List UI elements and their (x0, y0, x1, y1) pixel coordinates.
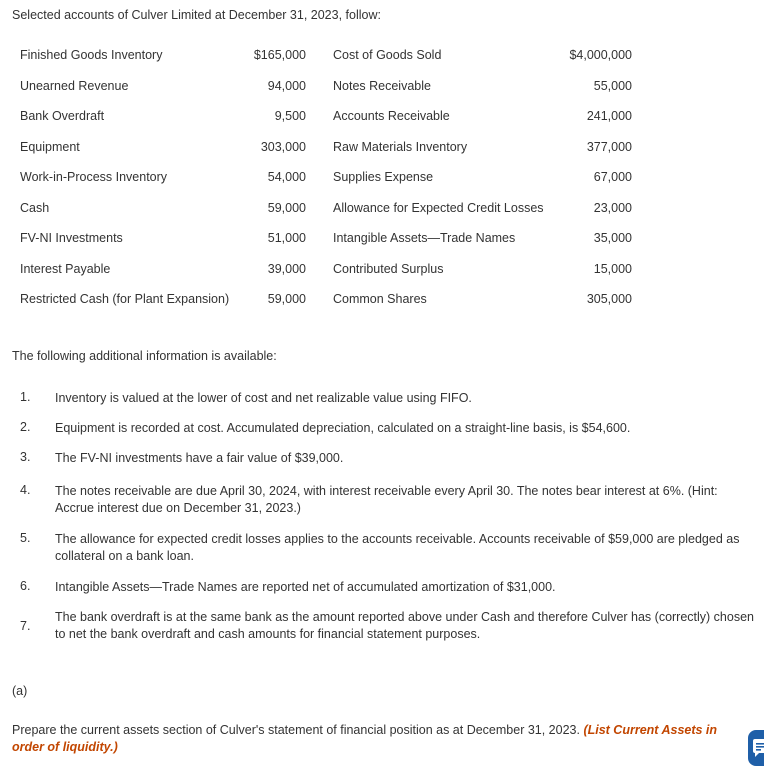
account-name: Cost of Goods Sold (333, 48, 442, 62)
account-value: 59,000 (267, 292, 306, 306)
list-number: 6. (20, 579, 31, 593)
account-value: 67,000 (593, 170, 632, 184)
message-icon (753, 739, 764, 757)
account-name: Contributed Surplus (333, 261, 444, 276)
account-name: Raw Materials Inventory (333, 139, 468, 154)
account-value: 241,000 (586, 109, 632, 123)
account-name: Work-in-Process Inventory (20, 170, 168, 184)
account-value: 39,000 (267, 261, 306, 276)
account-value: 54,000 (267, 170, 306, 184)
account-row (12, 260, 642, 291)
list-number: 1. (20, 390, 31, 404)
account-value: 55,000 (593, 78, 632, 93)
prompt-hint: (List Current Assets in order of liquidity.) (12, 723, 718, 754)
prompt-text: Prepare the current assets section of Culver's statement of financial position as at December 31, 2023. (12, 723, 580, 737)
account-value: 35,000 (593, 231, 632, 245)
account-row (12, 229, 642, 260)
account-row (12, 168, 642, 199)
account-value: 303,000 (260, 139, 306, 154)
account-row (12, 46, 642, 77)
list-text: The notes receivable are due April 30, 2024, with interest receivable every April 30. The notes bear interest at 6%. (Hint: Accrue interest due on December 31, 2023.) (55, 484, 718, 515)
question-prompt (12, 722, 747, 756)
additional-info-heading: The following additional information is available: (12, 349, 277, 363)
account-row (12, 107, 642, 138)
help-chat-button[interactable] (748, 730, 764, 766)
account-name: Cash (20, 200, 50, 215)
account-name: Equipment (20, 139, 80, 154)
list-text: Inventory is valued at the lower of cost and net realizable value using FIFO. (55, 391, 472, 405)
account-value: 59,000 (267, 200, 306, 215)
list-text: Intangible Assets—Trade Names are reported net of accumulated amortization of $31,000. (55, 580, 556, 594)
account-row (12, 199, 642, 230)
account-name: Notes Receivable (333, 78, 431, 93)
list-text: The bank overdraft is at the same bank as the amount reported above under Cash and therefore Culver has (correctly) chosen to net the bank overdraft and cash amounts for financial statement purposes. (55, 610, 754, 641)
account-name: Interest Payable (20, 261, 111, 276)
account-row (12, 290, 642, 321)
account-value: 9,500 (274, 109, 306, 123)
accounts-table (12, 46, 642, 321)
account-name: Finished Goods Inventory (20, 48, 163, 62)
intro-text: Selected accounts of Culver Limited at December 31, 2023, follow: (12, 8, 381, 22)
account-name: Allowance for Expected Credit Losses (333, 200, 544, 215)
account-name: Unearned Revenue (20, 78, 129, 93)
list-text: Equipment is recorded at cost. Accumulated depreciation, calculated on a straight-line basis, is $54,600. (55, 421, 631, 435)
list-text: The FV-NI investments have a fair value of $39,000. (55, 451, 344, 465)
list-number: 7. (20, 619, 31, 633)
account-name: Accounts Receivable (333, 109, 450, 123)
account-value: 23,000 (593, 200, 632, 215)
account-row (12, 138, 642, 169)
list-number: 2. (20, 420, 31, 434)
account-row (12, 77, 642, 108)
list-number: 4. (20, 483, 31, 497)
account-value: 51,000 (267, 231, 306, 245)
list-number: 3. (20, 450, 31, 464)
account-name: Bank Overdraft (20, 109, 105, 123)
account-name: Supplies Expense (333, 170, 434, 184)
account-name: Common Shares (333, 292, 427, 306)
account-value: 15,000 (593, 261, 632, 276)
account-value: 377,000 (586, 139, 632, 154)
part-label: (a) (12, 684, 28, 698)
account-value: $4,000,000 (569, 48, 632, 62)
account-value: 94,000 (267, 78, 306, 93)
account-name: Restricted Cash (for Plant Expansion) (20, 292, 230, 306)
account-name: FV-NI Investments (20, 231, 123, 245)
list-number: 5. (20, 531, 31, 545)
account-value: 305,000 (586, 292, 632, 306)
account-value: $165,000 (253, 48, 306, 62)
list-text: The allowance for expected credit losses applies to the accounts receivable. Accounts receivable of $59,000 are pledged as collateral on a bank loan. (55, 532, 740, 563)
account-name: Intangible Assets—Trade Names (333, 231, 516, 245)
